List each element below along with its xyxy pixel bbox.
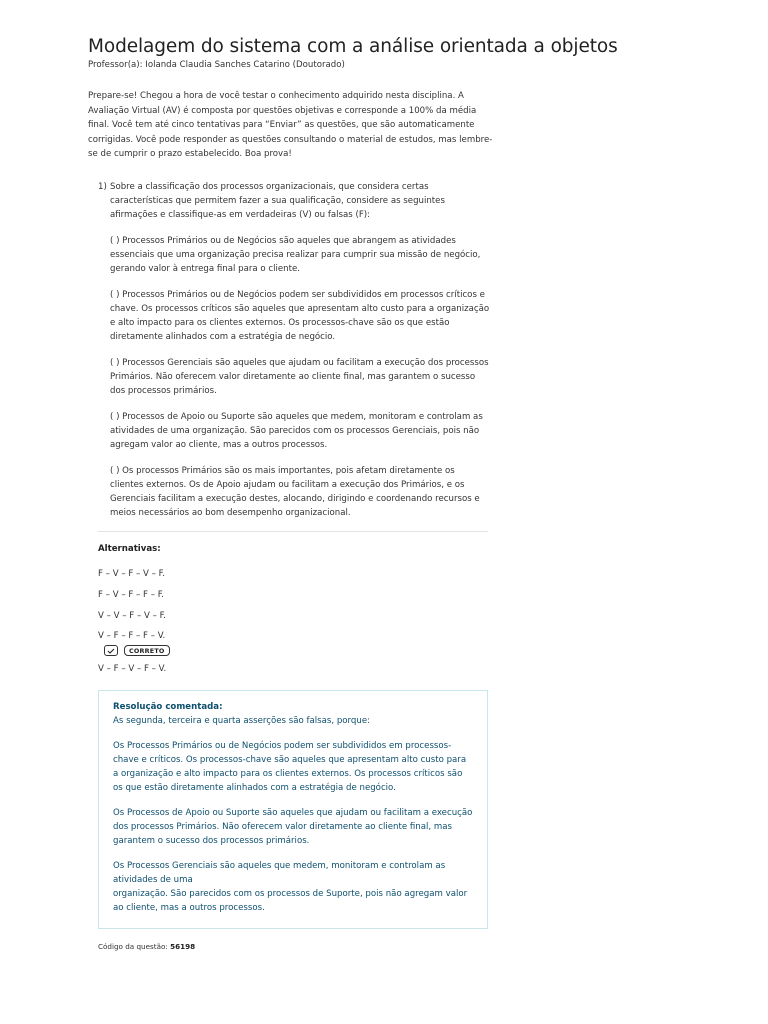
question-number: 1) bbox=[98, 182, 107, 192]
professor-name: Professor(a): Iolanda Claudia Sanches Catarino (Doutorado) bbox=[88, 60, 345, 70]
resolution-title: Resolução comentada: bbox=[113, 702, 223, 712]
statement-2: ( ) Processos Primários ou de Negócios podem ser subdivididos em processos críticos e chave. Os processos críticos são aqueles que apresentam alto custo para a organização e alto impacto para os clientes externos. Os processos-chave são os que estão diretamente alinhados com a estratégia de negócio. bbox=[110, 290, 490, 342]
resolution-paragraph-1: Os Processos Primários ou de Negócios podem ser subdivididos em processos-chave e críticos. Os processos-chave são aqueles que apresentam alto custo para a organização e alto impacto para os clientes externos. Os processos críticos são os que estão diretamente alinhados com a estratégia de negócio. bbox=[113, 741, 467, 793]
resolution-intro: As segunda, terceira e quarta asserções são falsas, porque: bbox=[113, 716, 371, 726]
statement-5: ( ) Os processos Primários são os mais importantes, pois afetam diretamente os clientes externos. Os de Apoio ajudam ou facilitam a execução dos Primários, e os Gerenciais facilitam a execução destes, alocando, dirigindo e coordenando recursos e meios necessários ao bom desempenho organizacional. bbox=[110, 466, 480, 518]
question-text: Sobre a classificação dos processos organizacionais, que considera certas características que permitem fazer a sua qualificação, considere as seguintes afirmações e classifique-as em verdadeiras (V) ou falsas (F): bbox=[110, 182, 445, 220]
resolution-paragraph-3: Os Processos Gerenciais são aqueles que medem, monitoram e controlam as atividades de uma bbox=[113, 861, 446, 885]
resolution-box bbox=[98, 690, 488, 929]
page-title: Modelagem do sistema com a análise orientada a objetos bbox=[88, 36, 618, 57]
question-code bbox=[98, 942, 195, 951]
resolution-paragraph-2: Os Processos de Apoio ou Suporte são aqueles que ajudam ou facilitam a execução dos processos Primários. Não oferecem valor diretamente ao cliente final, mas garantem o sucesso dos processos primários. bbox=[113, 808, 473, 846]
correct-indicator bbox=[104, 645, 170, 656]
alternative-a[interactable]: F – V – F – V – F. bbox=[98, 569, 165, 579]
alternative-d[interactable]: V – F – F – F – V. bbox=[98, 631, 166, 641]
alternatives-heading: Alternativas: bbox=[98, 544, 161, 554]
alternative-c[interactable]: V – V – F – V – F. bbox=[98, 611, 166, 621]
question-code-value: 56198 bbox=[170, 942, 196, 951]
alternative-e[interactable]: V – F – V – F – V. bbox=[98, 664, 167, 674]
statement-4: ( ) Processos de Apoio ou Suporte são aqueles que medem, monitoram e controlam as atividades de uma organização. São parecidos com os processos Gerenciais, pois não agregam valor ao cliente, mas a outros processos. bbox=[110, 412, 483, 450]
question-lead bbox=[98, 180, 490, 222]
divider bbox=[98, 531, 488, 532]
question-code-label: Código da questão: bbox=[98, 942, 168, 951]
statement-1: ( ) Processos Primários ou de Negócios são aqueles que abrangem as atividades essenciais que uma organização precisa realizar para cumprir sua missão de negócio, gerando valor à entrega final para o cliente. bbox=[110, 236, 481, 274]
question-1 bbox=[98, 180, 490, 520]
check-icon bbox=[104, 645, 118, 656]
intro-text: Prepare-se! Chegou a hora de você testar o conhecimento adquirido nesta disciplina. A Avaliação Virtual (AV) é composta por questões objetivas e corresponde a 100% da média final. Você tem até cinco tentativas para “Enviar” as questões, que são automaticamente corrigidas. Você pode responder as questões consultando o material de estudos, mas lembre-se de cumprir o prazo estabelecido. Boa prova! bbox=[88, 91, 493, 160]
alternative-b[interactable]: F – V – F – F – F. bbox=[98, 590, 165, 600]
resolution-paragraph-4: organização. São parecidos com os processos de Suporte, pois não agregam valor ao cliente, mas a outros processos. bbox=[113, 889, 468, 913]
correct-badge: CORRETO bbox=[124, 645, 170, 656]
statement-3: ( ) Processos Gerenciais são aqueles que ajudam ou facilitam a execução dos processos Primários. Não oferecem valor diretamente ao cliente final, mas garantem o sucesso dos processos primários. bbox=[110, 358, 489, 396]
